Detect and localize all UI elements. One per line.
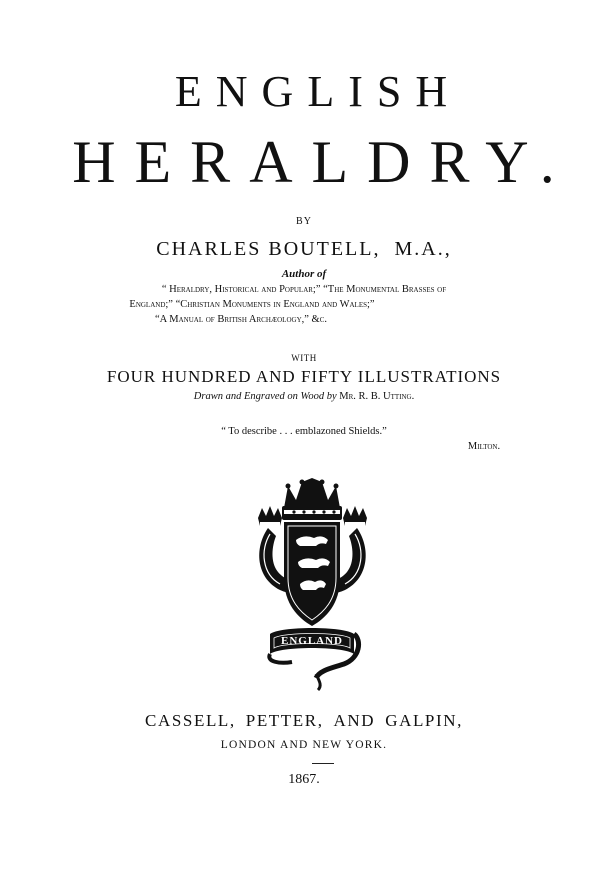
author-degree: M.A.,	[394, 238, 452, 260]
publisher-and: AND	[333, 711, 376, 730]
works-line-1: “ Heraldry, Historical and Popular;” “The Monumental Brasses of	[161, 284, 447, 295]
engraver-prefix: Drawn and Engraved on Wood by	[193, 391, 337, 402]
epigraph-text: “ To describe . . . emblazoned Shields.”	[221, 426, 387, 437]
right-small-crown-icon	[343, 506, 367, 526]
author-line	[0, 237, 608, 261]
title-line-english: ENGLISH	[174, 67, 462, 116]
engraver-name: Mr. R. B. Utting.	[339, 391, 415, 402]
works-line-2: England;” “Christian Monuments in England and Wales;”	[129, 299, 375, 310]
works-line-3: “A Manual of British Archæology,” &c.	[155, 314, 327, 325]
publication-year: 1867.	[288, 772, 320, 787]
publisher-petter: PETTER,	[245, 711, 324, 730]
author-of-label: Author of	[281, 268, 327, 280]
publisher-galpin: GALPIN,	[385, 711, 463, 730]
left-small-crown-icon	[258, 506, 282, 526]
by-label: BY	[296, 216, 312, 227]
epigraph-source: Milton.	[467, 441, 501, 452]
divider-rule	[312, 763, 334, 764]
author-name: CHARLES BOUTELL,	[156, 238, 381, 260]
publication-place: LONDON AND NEW YORK.	[220, 739, 388, 751]
title-line-heraldry: HERALDRY.	[72, 129, 574, 195]
other-works	[0, 282, 608, 327]
banner-text: ENGLAND	[280, 635, 344, 647]
engraver-line	[0, 390, 608, 404]
with-label: WITH	[291, 353, 317, 363]
shield-icon	[284, 522, 340, 626]
publisher-cassell: CASSELL,	[145, 711, 236, 730]
royal-arms-emblem	[240, 478, 385, 692]
publisher-line	[0, 710, 608, 732]
banner-ribbon	[269, 628, 358, 690]
illustrations-line: FOUR HUNDRED AND FIFTY ILLUSTRATIONS	[106, 367, 502, 386]
crown-icon	[282, 478, 342, 520]
